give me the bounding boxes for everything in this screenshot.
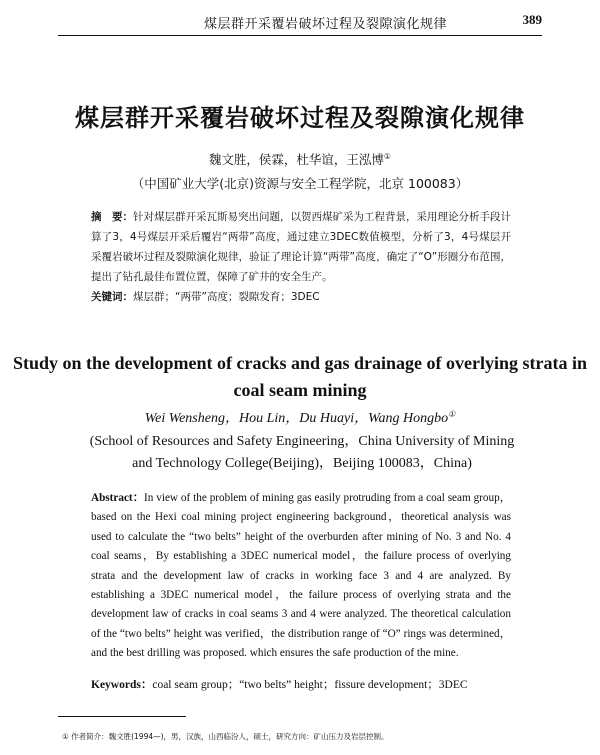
chinese-abstract [91,207,511,287]
header-rule [58,35,542,36]
english-affiliation: (School of Resources and Safety Engineering，China University of Mining and Technology College(Beijing)，Beijing 100083，China) [89,434,515,471]
english-abstract [91,489,511,664]
chinese-keywords-label: 关键词： [91,291,133,303]
english-abstract-text: In view of the problem of mining gas easily protruding from a coal seam group，based on the Hexi coal mining project engineering background，theoretical analysis was used to calculate the “two belts” height of the overburden after mining of No. 3 and No. 4 coal seams，By establishing a 3DEC numerical model，the failure process of overlying strata and the development law of cracks in working face 3 and 4 are analyzed. By establishing a 3DEC numerical model，the failure process of overlying strata and the development law of cracks in coal seams 3 and 4 were analyzed. The theoretical calculation of the “two belts” height was verified，the distribution range of “O” rings was determined，and the best drilling was proposed. which ensures the safe production of the mine. [91,492,511,660]
english-keywords-label: Keywords： [91,679,153,691]
chinese-title: 煤层群开采覆岩破坏过程及裂隙演化规律 [75,103,525,132]
english-keywords [91,676,511,692]
author-footnote-mark: ① [383,151,392,161]
english-keywords-text: coal seam group；“two belts” height；fissure development；3DEC [152,679,468,691]
chinese-keywords [91,289,511,304]
page-number: 389 [522,12,542,27]
chinese-abstract-label: 摘 要： [91,211,133,223]
english-authors [0,407,600,427]
author-footnote: ① 作者简介：魏文胜(1994—)，男，汉族，山西临汾人，硕士，研究方向：矿山压力及岩层控制。 [62,732,389,741]
chinese-keywords-text: 煤层群；“两带”高度；裂隙发育；3DEC [133,291,320,303]
chinese-affiliation: （中国矿业大学(北京)资源与安全工程学院，北京 100083） [131,176,469,191]
footnote-rule [58,716,186,717]
english-abstract-label: Abstract： [91,492,145,504]
english-title: Study on the development of cracks and gas drainage of overlying strata in coal seam mining [12,353,587,400]
chinese-abstract-text: 针对煤层群开采瓦斯易突出问题，以贺西煤矿采为工程背景，采用理论分析手段计算了3，4号煤层开采后覆岩“两带”高度，通过建立3DEC数值模型，分析了3，4号煤层开采覆岩破坏过程及裂隙演化规律，验证了理论计算“两带”高度，确定了“O”形圈分布范围，提出了钻孔最佳布置位置，保障了矿井的安全生产。 [91,211,511,283]
chinese-authors [0,150,600,168]
english-author-names: Wei Wensheng，Hou Lin，Du Huayi，Wang Hongbo [144,411,449,426]
chinese-author-names: 魏文胜，侯霖，杜华谊，王泓博 [208,152,384,167]
running-title: 煤层群开采覆岩破坏过程及裂隙演化规律 [204,17,448,32]
english-author-footnote-mark: ① [448,409,456,419]
running-header [58,10,542,34]
